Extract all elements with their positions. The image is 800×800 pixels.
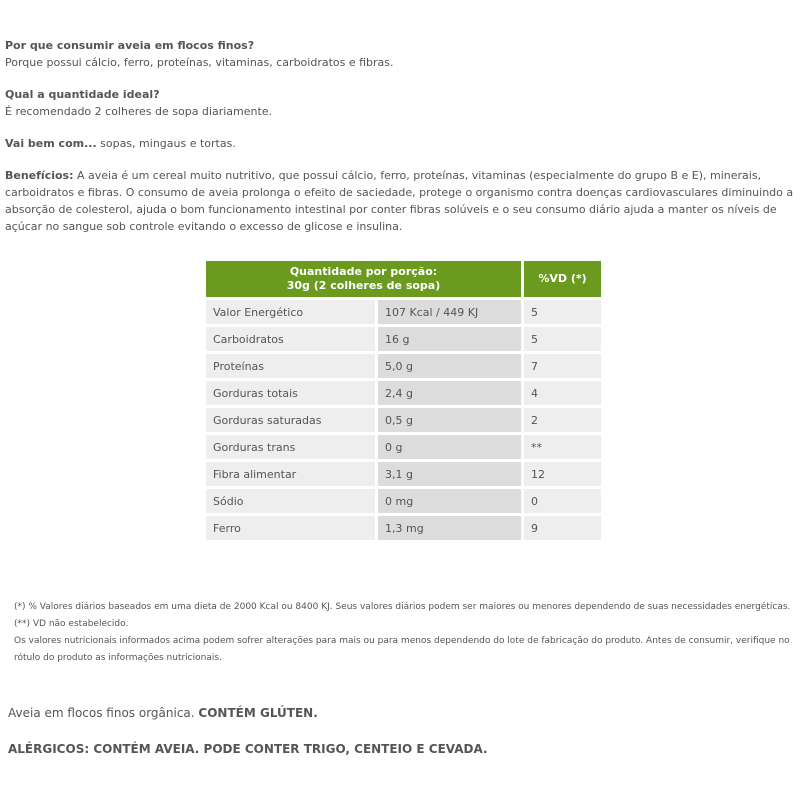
nutrient-vd: 5 [524, 300, 601, 324]
nutrient-vd: 7 [524, 354, 601, 378]
nutrition-row [206, 489, 601, 513]
nutrient-name: Ferro [206, 516, 375, 540]
product-text: Aveia em flocos finos orgânica. [8, 706, 199, 720]
goes-well-text: sopas, mingaus e tortas. [96, 137, 236, 150]
nutrient-vd: 12 [524, 462, 601, 486]
nutrient-name: Gorduras trans [206, 435, 375, 459]
nutrition-row [206, 462, 601, 486]
portion-header-line1: Quantidade por porção: [289, 265, 438, 278]
nutrient-amount: 0,5 g [378, 408, 521, 432]
gluten-warning: CONTÉM GLÚTEN. [198, 706, 318, 720]
why-section [5, 37, 795, 71]
why-answer: Porque possui cálcio, ferro, proteínas, vitaminas, carboidratos e fibras. [5, 56, 394, 69]
nutrition-row [206, 354, 601, 378]
nutrient-amount: 16 g [378, 327, 521, 351]
quantity-section [5, 86, 795, 120]
nutrient-amount: 0 mg [378, 489, 521, 513]
nutrient-amount: 107 Kcal / 449 KJ [378, 300, 521, 324]
nutrition-row [206, 327, 601, 351]
nutrient-vd: 4 [524, 381, 601, 405]
goes-well-label: Vai bem com... [5, 137, 97, 150]
nutrient-vd: ** [524, 435, 601, 459]
nutrition-row [206, 435, 601, 459]
nutrient-vd: 0 [524, 489, 601, 513]
nutrient-amount: 0 g [378, 435, 521, 459]
goes-well-section [5, 135, 795, 152]
product-description [8, 706, 318, 720]
nutrition-row [206, 408, 601, 432]
allergen-warning: ALÉRGICOS: CONTÉM AVEIA. PODE CONTER TRIGO, CENTEIO E CEVADA. [8, 742, 488, 756]
benefits-text: A aveia é um cereal muito nutritivo, que possui cálcio, ferro, proteínas, vitaminas (especialmente do grupo B e E), minerais, carboidratos e fibras. O consumo de aveia prolonga o efeito de saciedade, protege o organismo contra doenças cardiovasculares diminuindo a absorção de colesterol, ajuda o bom funcionamento intestinal por conter fibras solúveis e o seu consumo diário ajuda a manter os níveis de açúcar no sangue sob controle evitando o excesso de glicose e insulina. [5, 169, 794, 233]
benefits-label: Benefícios: [5, 169, 74, 182]
nutrient-name: Proteínas [206, 354, 375, 378]
nutrient-amount: 2,4 g [378, 381, 521, 405]
nutrition-row [206, 516, 601, 540]
nutrient-amount: 1,3 mg [378, 516, 521, 540]
nutrient-name: Valor Energético [206, 300, 375, 324]
nutrient-name: Gorduras totais [206, 381, 375, 405]
nutrition-table-header [206, 261, 601, 297]
nutrient-name: Carboidratos [206, 327, 375, 351]
nutrient-vd: 2 [524, 408, 601, 432]
portion-header [206, 261, 521, 297]
nutrient-name: Gorduras saturadas [206, 408, 375, 432]
nutrition-row [206, 300, 601, 324]
nutrition-table [203, 258, 604, 543]
nutrient-vd: 9 [524, 516, 601, 540]
footnotes [14, 599, 794, 667]
nutrient-name: Fibra alimentar [206, 462, 375, 486]
quantity-question: Qual a quantidade ideal? [5, 88, 160, 101]
nutrient-vd: 5 [524, 327, 601, 351]
portion-header-line2: 30g (2 colheres de sopa) [286, 279, 441, 292]
nutrient-amount: 5,0 g [378, 354, 521, 378]
nutrient-name: Sódio [206, 489, 375, 513]
nutrition-row [206, 381, 601, 405]
why-question: Por que consumir aveia em flocos finos? [5, 39, 255, 52]
nutrient-amount: 3,1 g [378, 462, 521, 486]
footnote-variation: Os valores nutricionais informados acima podem sofrer alterações para mais ou para menos dependendo do lote de fabricação do produto. Antes de consumir, verifique no rótulo do produto as informações nutricionais. [14, 636, 790, 663]
benefits-section [5, 167, 795, 235]
vd-header: %VD (*) [524, 261, 601, 297]
quantity-answer: É recomendado 2 colheres de sopa diariamente. [5, 105, 273, 118]
footnote-daily-values: (*) % Valores diários baseados em uma dieta de 2000 Kcal ou 8400 KJ. Seus valores diários podem ser maiores ou menores dependendo de suas necessidades energéticas. (**) VD não estabelecido. [14, 602, 791, 629]
